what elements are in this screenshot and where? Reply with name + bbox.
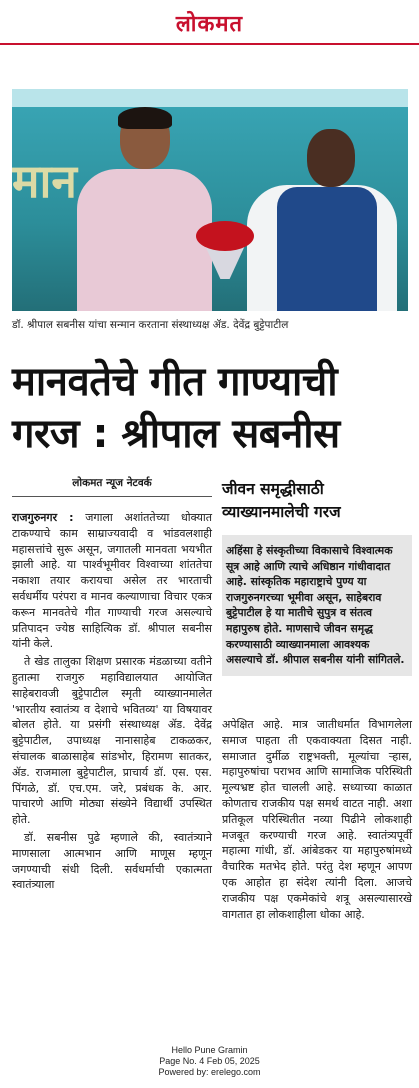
sidebar-highlight-box: अहिंसा हे संस्कृतीच्या विकासाचे विश्वात्मक सूत्र आहे आणि त्याचे अधिष्ठान गांधीवादात आहे. सांस्कृतिक महाराष्ट्राचे पुण्य या राजगुरुनगरच्या भूमीवा असून, साहेबराव बुट्टेपाटील हे या मातीचे सुपुत्र व संतत्व महापुरुष होते. माणसाचे जीवन समृद्ध करण्यासाठी व्याख्यानमाला आवश्यक असल्याचे डॉ. श्रीपाल सबनीस यांनी सांगितले. xyxy=(222,535,412,676)
article-paragraph: ते खेड तालुका शिक्षण प्रसारक मंडळाच्या वतीने हुतात्मा राजगुरु महाविद्यालयात आयोजित साहेबरावजी बुट्टेपाटील स्मृती व्याख्यानमालेत 'भारतीय स्वातंत्र्य व देशाचे भवितव्य' या विषयावर बोलत होते. या प्रसंगी संस्थाध्यक्ष ॲड. देवेंद्र बुट्टेपाटील, उपाध्यक्ष नानासाहेब टाकळकर, संचालक बाळासाहेब सांडभोर, हिरामण सातकर, ॲड. राजमाला बुट्टेपाटील, प्राचार्य डॉ. एस. एस. पिंगळे, डॉ. एच.एम. जरे, प्रबंधक के. आर. पाचारणे आणि मोठ्या संख्येने विद्यार्थी उपस्थित होते. xyxy=(12,655,212,827)
person-right-figure xyxy=(247,129,387,311)
photo-caption: डॉ. श्रीपाल सबनीस यांचा सन्मान करताना संस्थाध्यक्ष ॲड. देवेंद्र बुट्टेपाटील xyxy=(12,319,289,331)
page-footer xyxy=(0,1045,419,1078)
powered-by: Powered by: erelego.com xyxy=(158,1067,261,1077)
page-info: Page No. 4 Feb 05, 2025 xyxy=(159,1056,260,1066)
byline: लोकमत न्यूज नेटवर्क xyxy=(72,477,152,489)
banner-strip xyxy=(12,89,408,107)
sidebar-heading: जीवन समृद्धीसाठी व्याख्यानमालेची गरज xyxy=(222,480,341,521)
article-column-left xyxy=(12,510,212,895)
article-column-right: अपेक्षित आहे. मात्र जातीधर्मात विभागलेला समाज पाहता ती एकवाक्यता दिसत नाही. समाजात दुर्मीळ राष्ट्रभक्ती, मूल्यांचा ऱ्हास, महापुरुषांचा पराभव आणि सामाजिक परिस्थिती मूल्यभ्रष्ट होत चालली आहे. सध्याच्या काळात कोणताच राजकीय पक्ष समर्थ वाटत नाही. अशा प्रतिकूल परिस्थितीत नव्या पिढीने लोकशाही मजबूत करण्याची गरज आहे. स्वातंत्र्यपूर्वी महात्मा गांधी, डॉ. आंबेडकर या महापुरुषांमध्ये वैचारिक मतभेद होते. परंतु देश म्हणून आपण एक आहोत हा संदेश त्यांनी दिला. आजचे राजकीय पक्ष एकमेकांचे शत्रू असल्यासारखे वागतात हा लोकशाहीला धोका आहे. xyxy=(222,718,412,921)
news-photo xyxy=(12,89,408,311)
edition-name: Hello Pune Gramin xyxy=(171,1045,248,1055)
headline: मानवतेचे गीत गाण्याची गरज : श्रीपाल सबनीस xyxy=(12,359,340,457)
dateline: राजगुरुनगर : xyxy=(12,511,74,524)
article-paragraph: राजगुरुनगर : जगाला अशांततेच्या धोक्यात टाकण्याचे काम साम्राज्यवादी व भांडवलशाही महासत्तांचे सुरू असून, जगातली मानवता भयभीत झाली आहे. या पार्श्वभूमीवर विश्वाच्या शांततेचा नकाशा तयार करायचा असेल तर भारताची सर्वधर्मीय परंपरा व मानव कल्याणाचा विचार एकत्र करून मानवतेचे गीत गाण्याची गरज असल्याचे प्रतिपादन ज्येष्ठ साहित्यिक डॉ. श्रीपाल सबनीस यांनी केले. xyxy=(12,511,212,651)
newspaper-logo: लोकमत xyxy=(175,12,244,37)
article-paragraph: डॉ. सबनीस पुढे म्हणाले की, स्वातंत्र्याने माणसाला आत्मभान आणि माणूस म्हणून जगण्याची संधी दिली. सर्वधर्माची एकात्मता स्वातंत्र्याला xyxy=(12,830,212,892)
masthead-rule xyxy=(0,43,419,45)
bouquet-image xyxy=(190,221,260,281)
masthead xyxy=(0,0,419,46)
stage-banner-text: मान xyxy=(12,154,77,208)
byline-rule xyxy=(12,496,212,497)
